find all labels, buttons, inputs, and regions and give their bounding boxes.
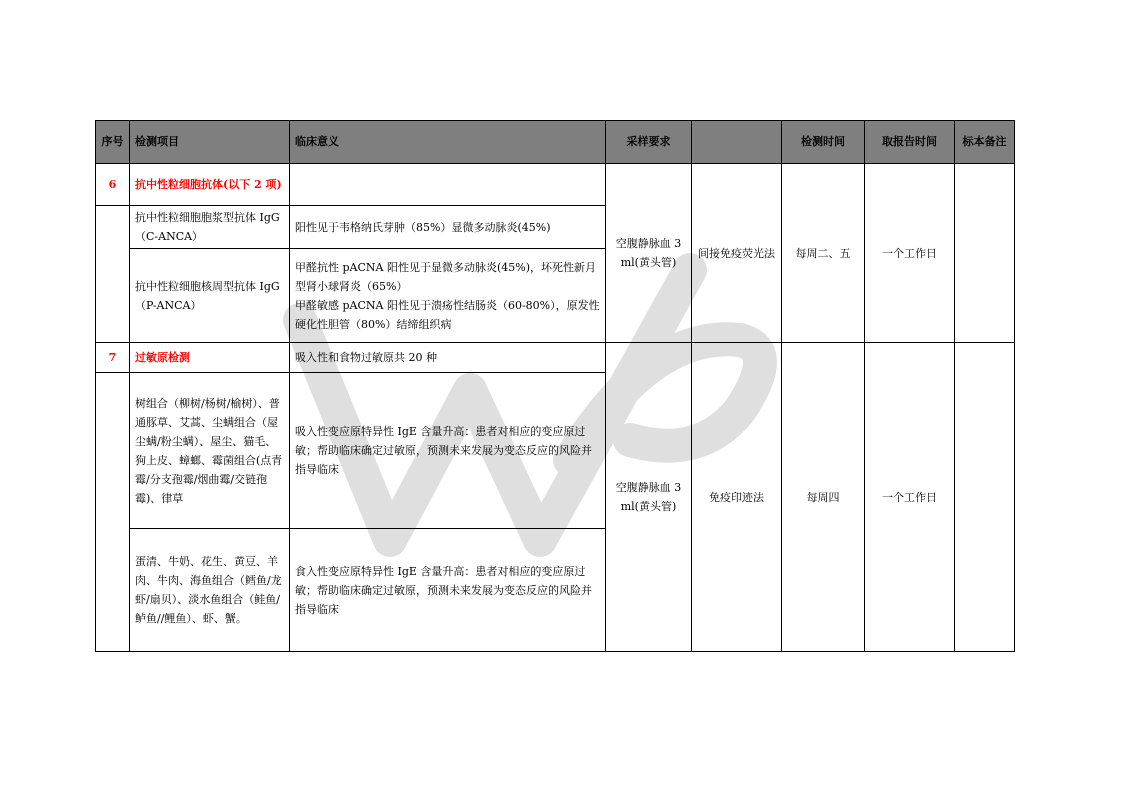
p-anca-meaning-line-2: 甲醛敏感 pACNA 阳性见于溃疡性结肠炎（60-80%），原发性硬化性胆管（80%）结缔组织病	[295, 298, 600, 331]
section6-title: 抗中性粒细胞抗体(以下 2 项)	[130, 164, 290, 206]
section6-number: 6	[96, 164, 130, 206]
section6-method: 间接免疫荧光法	[692, 164, 782, 343]
section7-title-row	[96, 343, 1015, 373]
section6-number-spacer	[96, 206, 130, 343]
section6-sampling: 空腹静脉血 3ml(黄头管)	[606, 164, 692, 343]
section6-item-p-anca: 抗中性粒细胞核周型抗体 IgG（P-ANCA）	[130, 249, 290, 343]
section6-meaning-p-anca	[290, 249, 606, 343]
p-anca-meaning-line-1: 甲醛抗性 pACNA 阳性见于显微多动脉炎(45%)，坏死性新月型肾小球肾炎（65%）	[295, 260, 596, 293]
header-remark: 标本备注	[955, 121, 1015, 164]
section6-report-time: 一个工作日	[865, 164, 955, 343]
section7-number: 7	[96, 343, 130, 373]
section7-summary: 吸入性和食物过敏原共 20 种	[290, 343, 606, 373]
section7-method: 免疫印迹法	[692, 343, 782, 652]
section6-title-meaning	[290, 164, 606, 206]
header-item: 检测项目	[130, 121, 290, 164]
section7-item-inhalant: 树组合（柳树/杨树/榆树）、普通豚草、艾蒿、尘螨组合（屋尘螨/粉尘螨）、屋尘、猫毛、狗上皮、蟑螂、霉菌组合(点青霉/分支孢霉/烟曲霉/交链孢霉)、律草	[130, 373, 290, 529]
section7-item-food: 蛋清、牛奶、花生、黄豆、羊肉、牛肉、海鱼组合（鳕鱼/龙虾/扇贝）、淡水鱼组合（鲑鱼/鲈鱼//鲤鱼）、虾、蟹。	[130, 529, 290, 652]
header-meaning: 临床意义	[290, 121, 606, 164]
section6-test-time: 每周二、五	[782, 164, 865, 343]
header-sampling: 采样要求	[606, 121, 692, 164]
section7-remark	[955, 343, 1015, 652]
header-row	[96, 121, 1015, 164]
test-items-table	[95, 120, 1015, 652]
header-report-time: 取报告时间	[865, 121, 955, 164]
header-seq: 序号	[96, 121, 130, 164]
section7-sampling: 空腹静脉血 3ml(黄头管)	[606, 343, 692, 652]
section6-remark	[955, 164, 1015, 343]
section7-report-time: 一个工作日	[865, 343, 955, 652]
section7-test-time: 每周四	[782, 343, 865, 652]
section6-title-row	[96, 164, 1015, 206]
section7-meaning-inhalant: 吸入性变应原特异性 IgE 含量升高：患者对相应的变应原过敏；帮助临床确定过敏原，预测未来发展为变态反应的风险并指导临床	[290, 373, 606, 529]
section7-number-spacer	[96, 373, 130, 652]
section7-meaning-food: 食入性变应原特异性 IgE 含量升高：患者对相应的变应原过敏；帮助临床确定过敏原，预测未来发展为变态反应的风险并指导临床	[290, 529, 606, 652]
section7-title: 过敏原检测	[130, 343, 290, 373]
section6-meaning-c-anca: 阳性见于韦格纳氏芽肿（85%）显微多动脉炎(45%)	[290, 206, 606, 249]
header-method	[692, 121, 782, 164]
section6-item-c-anca: 抗中性粒细胞胞浆型抗体 IgG（C-ANCA）	[130, 206, 290, 249]
header-test-time: 检测时间	[782, 121, 865, 164]
